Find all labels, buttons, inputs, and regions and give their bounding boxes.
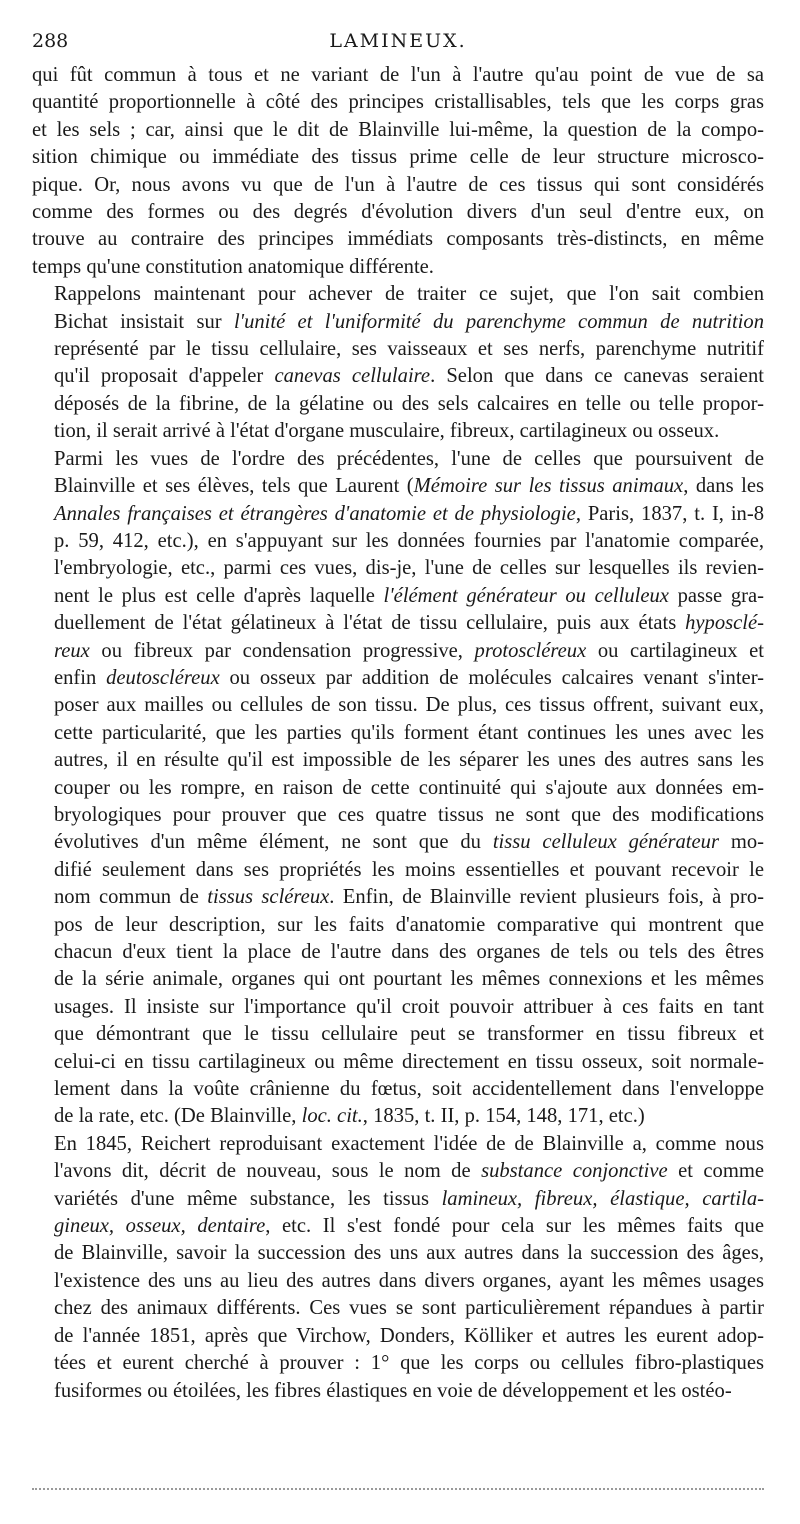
text-run: En 1845, Reichert reproduisant exactement l'idée de de Blainville a, comme nous bbox=[54, 1132, 764, 1155]
italic-text: reux bbox=[54, 639, 90, 662]
text-line bbox=[32, 610, 764, 637]
body-text bbox=[32, 62, 764, 1405]
text-run: fusiformes ou étoilées, les fibres élastiques en voie de développement et les ostéo- bbox=[54, 1379, 732, 1402]
text-line bbox=[32, 775, 764, 802]
paragraph bbox=[32, 446, 764, 1131]
text-line bbox=[32, 665, 764, 692]
text-line bbox=[32, 692, 764, 719]
text-line bbox=[32, 555, 764, 582]
text-run: pique. Or, nous avons vu que de l'un à l'autre de ces tissus qui sont considérés bbox=[32, 173, 764, 196]
text-run: autres, il en résulte qu'il est impossible de les séparer les unes des autres sans les bbox=[54, 749, 764, 772]
text-run: Blainville et ses élèves, tels que Laurent ( bbox=[54, 475, 414, 498]
text-line bbox=[32, 199, 764, 226]
text-run: poser aux mailles ou cellules de son tissu. De plus, ces tissus offrent, suivant eux, bbox=[54, 694, 764, 717]
text-line bbox=[32, 226, 764, 253]
text-run: enfin bbox=[54, 666, 107, 689]
text-run: comme des formes ou des degrés d'évolution divers d'un seul d'entre eux, on bbox=[32, 201, 764, 224]
text-run: qui fût commun à tous et ne variant de l'un à l'autre qu'au point de vue de sa bbox=[32, 64, 764, 86]
text-run: mo- bbox=[718, 831, 764, 854]
text-line bbox=[32, 1021, 764, 1048]
text-line bbox=[32, 966, 764, 993]
text-run: l'avons dit, décrit de nouveau, sous le nom de bbox=[54, 1160, 482, 1183]
text-line bbox=[32, 172, 764, 199]
text-line bbox=[32, 89, 764, 116]
text-line bbox=[32, 254, 764, 281]
italic-text: protoscléreux bbox=[474, 639, 587, 662]
page-number: 288 bbox=[32, 30, 69, 52]
italic-text: Annales françaises et étrangères d'anatomie et de physiologie bbox=[54, 502, 576, 525]
footer-rule bbox=[32, 1488, 764, 1490]
italic-text: l'unité et l'uniformité du parenchyme commun de nutrition bbox=[233, 310, 764, 333]
text-run: ou cartilagineux et bbox=[586, 639, 764, 662]
text-run: duellement de l'état gélatineux à l'état de tissu cellulaire, puis aux états bbox=[54, 612, 686, 635]
italic-text: canevas cellulaire bbox=[274, 365, 431, 388]
italic-text: substance conjonctive bbox=[481, 1160, 668, 1183]
text-run: l'existence des uns au lieu des autres dans divers organes, ayant les mêmes usages bbox=[54, 1269, 764, 1292]
text-run: passe gra- bbox=[668, 584, 764, 607]
text-line bbox=[32, 802, 764, 829]
text-run: Parmi les vues de l'ordre des précédentes, l'une de celles que poursuivent de bbox=[54, 447, 764, 470]
text-run: de la série animale, organes qui ont pourtant les mêmes connexions et les mêmes bbox=[54, 968, 764, 991]
italic-text: Mémoire sur les tissus animaux bbox=[413, 475, 684, 498]
text-run: nent le plus est celle d'après laquelle bbox=[54, 584, 384, 607]
text-line bbox=[32, 1213, 764, 1240]
text-line bbox=[32, 1350, 764, 1377]
text-line bbox=[32, 857, 764, 884]
italic-text: l'élément générateur ou celluleux bbox=[383, 584, 669, 607]
page-header bbox=[32, 30, 764, 56]
text-run: et comme bbox=[667, 1160, 764, 1183]
text-line bbox=[32, 1295, 764, 1322]
text-line bbox=[32, 281, 764, 308]
text-run: ou fibreux par condensation progressive, bbox=[89, 639, 475, 662]
text-run: tées et eurent cherché à prouver : 1° que les corps ou cellules fibro-plastiques bbox=[54, 1352, 764, 1375]
text-run: de l'année 1851, après que Virchow, Donders, Kölliker et autres les eurent adop- bbox=[54, 1324, 764, 1347]
italic-text: deutoscléreux bbox=[106, 666, 220, 689]
text-run: bryologiques pour prouver que ces quatre tissus ne sont que des modifications bbox=[54, 803, 764, 826]
text-line bbox=[32, 473, 764, 500]
text-line bbox=[32, 1323, 764, 1350]
text-line bbox=[32, 829, 764, 856]
text-line bbox=[32, 391, 764, 418]
text-line bbox=[32, 1268, 764, 1295]
text-line bbox=[32, 418, 764, 445]
text-run: . Selon que dans ce canevas seraient bbox=[430, 365, 764, 388]
text-line bbox=[32, 884, 764, 911]
text-run: trouve au contraire des principes immédiats composants très-distincts, en même bbox=[32, 228, 764, 251]
text-run: l'embryologie, etc., parmi ces vues, dis-je, l'une de celles sur lesquelles ils revien- bbox=[54, 557, 764, 580]
text-line bbox=[32, 336, 764, 363]
text-run: temps qu'une constitution anatomique différente. bbox=[32, 255, 434, 278]
italic-text: gineux, osseux, dentaire bbox=[54, 1215, 266, 1238]
text-line bbox=[32, 1076, 764, 1103]
text-run: sition chimique ou immédiate des tissus prime celle de leur structure microsco- bbox=[32, 146, 764, 169]
text-run: Rappelons maintenant pour achever de traiter ce sujet, que l'on sait combien bbox=[54, 283, 764, 306]
text-run: . Enfin, de Blainville revient plusieurs fois, à pro- bbox=[329, 886, 764, 909]
text-line bbox=[32, 1186, 764, 1213]
text-run: lement dans la voûte crânienne du fœtus, soit accidentellement dans l'enveloppe bbox=[54, 1078, 764, 1101]
italic-text: hyposclé- bbox=[685, 612, 764, 635]
text-run: représenté par le tissu cellulaire, ses vaisseaux et ses nerfs, parenchyme nutritif bbox=[54, 338, 764, 361]
text-run: cette particularité, que les parties qu'ils forment étant continues les unes avec les bbox=[54, 721, 764, 744]
italic-text: lamineux, fibreux, élastique, cartila- bbox=[441, 1187, 764, 1210]
text-line bbox=[32, 309, 764, 336]
text-line bbox=[32, 528, 764, 555]
text-run: difié seulement dans ses propriétés les moins essentielles et pouvant recevoir le bbox=[54, 858, 764, 881]
text-line bbox=[32, 1103, 764, 1130]
text-line bbox=[32, 117, 764, 144]
text-run: de la rate, etc. (De Blainville, bbox=[54, 1105, 302, 1128]
text-line bbox=[32, 1131, 764, 1158]
text-run: , etc. Il s'est fondé pour cela sur les mêmes faits que bbox=[265, 1215, 764, 1238]
text-line bbox=[32, 912, 764, 939]
text-line bbox=[32, 363, 764, 390]
text-line bbox=[32, 939, 764, 966]
text-line bbox=[32, 1378, 764, 1405]
text-run: Bichat insistait sur bbox=[54, 310, 234, 333]
text-run: couper ou les rompre, en raison de cette continuité qui s'ajoute aux données em- bbox=[54, 776, 764, 799]
text-run: tion, il serait arrivé à l'état d'organe musculaire, fibreux, cartilagineux ou osseux. bbox=[54, 420, 720, 443]
text-run: qu'il proposait d'appeler bbox=[54, 365, 275, 388]
text-line bbox=[32, 747, 764, 774]
text-run: pos de leur description, sur les faits d'anatomie comparative qui montrent que bbox=[54, 913, 764, 936]
text-line bbox=[32, 638, 764, 665]
text-run: chacun d'eux tient la place de l'autre dans des organes de tels ou tels des êtres bbox=[54, 941, 764, 963]
text-line bbox=[32, 1240, 764, 1267]
paragraph bbox=[32, 1131, 764, 1405]
text-line bbox=[32, 720, 764, 747]
text-run: quantité proportionnelle à côté des principes cristallisables, tels que les corps gras bbox=[32, 91, 764, 114]
text-run: , 1835, t. II, p. 154, 148, 171, etc.) bbox=[362, 1105, 645, 1128]
text-run: , dans les bbox=[683, 475, 764, 498]
italic-text: tissu celluleux générateur bbox=[492, 831, 719, 854]
text-run: chez des animaux différents. Ces vues se sont particulièrement répandues à partir bbox=[54, 1297, 764, 1320]
italic-text: tissus scléreux bbox=[207, 886, 330, 909]
text-line bbox=[32, 501, 764, 528]
text-run: ou osseux par addition de molécules calcaires venant s'inter- bbox=[219, 666, 764, 689]
text-line bbox=[32, 994, 764, 1021]
text-run: de Blainville, savoir la succession des uns aux autres dans la succession des âges, bbox=[54, 1242, 764, 1265]
text-line bbox=[32, 583, 764, 610]
text-run: évolutives d'un même élément, ne sont que du bbox=[54, 831, 493, 854]
paragraph bbox=[32, 62, 764, 281]
text-run: déposés de la fibrine, de la gélatine ou des sels calcaires en telle ou telle propor- bbox=[54, 392, 764, 415]
text-line bbox=[32, 1158, 764, 1185]
text-line bbox=[32, 62, 764, 89]
text-run: usages. Il insiste sur l'importance qu'il croit pouvoir attribuer à ces faits en tant bbox=[54, 995, 764, 1018]
text-line bbox=[32, 446, 764, 473]
paragraph bbox=[32, 281, 764, 445]
text-run: variétés d'une même substance, les tissus bbox=[54, 1187, 442, 1210]
italic-text: loc. cit. bbox=[301, 1105, 363, 1128]
text-run: p. 59, 412, etc.), en s'appuyant sur les données fournies par l'anatomie comparée, bbox=[54, 529, 764, 552]
text-line bbox=[32, 1049, 764, 1076]
text-run: , Paris, 1837, t. I, in-8 bbox=[575, 502, 764, 525]
text-line bbox=[32, 144, 764, 171]
text-run: nom commun de bbox=[54, 886, 208, 909]
running-title: LAMINEUX. bbox=[329, 30, 467, 52]
text-run: que démontrant que le tissu cellulaire peut se transformer en tissu fibreux et bbox=[54, 1023, 764, 1046]
text-run: celui-ci en tissu cartilagineux ou même directement en tissu osseux, soit normale- bbox=[54, 1050, 764, 1073]
text-run: et les sels ; car, ainsi que le dit de Blainville lui-même, la question de la compo- bbox=[32, 118, 764, 141]
